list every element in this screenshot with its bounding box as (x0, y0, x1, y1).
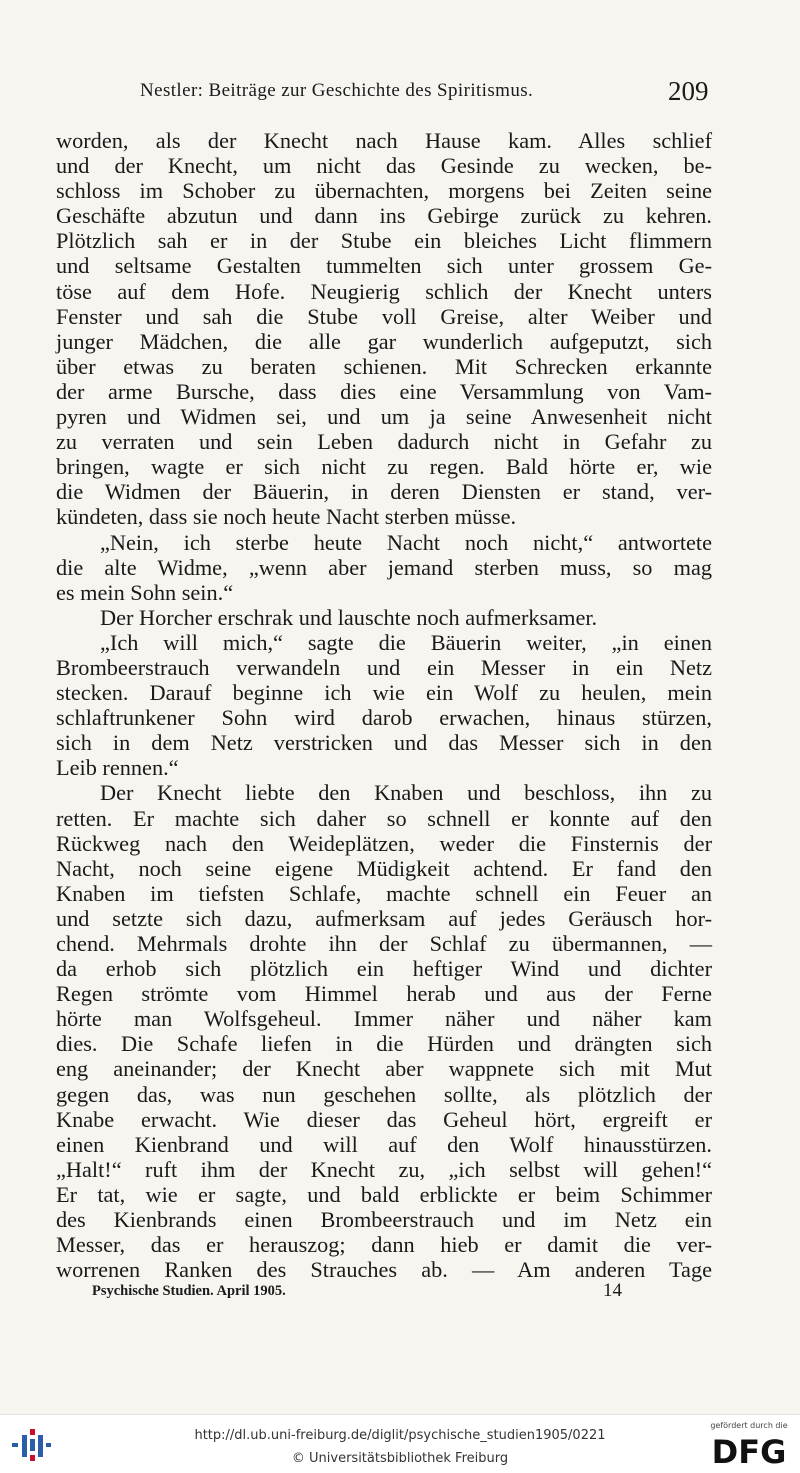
text-line: töse auf dem Hofe. Neugierig schlich der Knecht unters (56, 278, 712, 304)
text-line: die Widmen der Bäuerin, in deren Diensten er stand, ver- (56, 479, 712, 505)
text-line: da erhob sich plötzlich ein heftiger Wind und dichter (56, 956, 712, 982)
text-line: Regen strömte vom Himmel herab und aus der Ferne (56, 981, 712, 1007)
text-line: des Kienbrands einen Brombeerstrauch und im Netz ein (56, 1207, 712, 1233)
text-line: dies. Die Schafe liefen in die Hürden und drängten sich (56, 1031, 712, 1057)
text-line: eng aneinander; der Knecht aber wappnete sich mit Mut (56, 1056, 712, 1082)
text-line: Rückweg nach den Weideplätzen, weder die Finsternis der (56, 830, 712, 856)
dfg-caption: gefördert durch die (710, 1421, 788, 1430)
text-line: sich in dem Netz verstricken und das Messer sich in den (56, 730, 712, 756)
text-line: zu verraten und sein Leben dadurch nicht in Gefahr zu (56, 429, 712, 455)
text-line: chend. Mehrmals drohte ihn der Schlaf zu übermannen, — (56, 931, 712, 956)
signature-number: 14 (603, 1280, 622, 1301)
text-line: Brombeerstrauch verwandeln und ein Messer in ein Netz (56, 654, 712, 680)
text-line: „Ich will mich,“ sagte die Bäuerin weiter, „in einen (100, 629, 712, 655)
viewer-footer-bar (0, 1414, 800, 1473)
text-line: Leib rennen.“ (56, 755, 179, 781)
text-line: gegen das, was nun geschehen sollte, als plötzlich der (56, 1081, 712, 1107)
text-line: Der Horcher erschrak und lauschte noch aufmerksamer. (100, 604, 598, 630)
text-line: Plötzlich sah er in der Stube ein bleiches Licht flimmern (56, 228, 712, 254)
text-line: die alte Widme, „wenn aber jemand sterben muss, so mag (56, 554, 712, 580)
text-line: Knaben im tiefsten Schlafe, machte schnell ein Feuer an (56, 880, 712, 906)
text-line: und setzte sich dazu, aufmerksam auf jedes Geräusch hor- (56, 905, 712, 931)
dfg-logo-icon[interactable] (706, 1433, 792, 1467)
text-line: junger Mädchen, die alle gar wunderlich aufgeputzt, sich (56, 328, 712, 354)
text-line: hörte man Wolfsgeheul. Immer näher und näher kam (56, 1006, 712, 1032)
text-line: retten. Er machte sich daher so schnell er konnte auf den (56, 805, 712, 831)
signature-mark: Psychische Studien. April 1905. (92, 1283, 286, 1299)
text-line: der arme Bursche, dass dies eine Versammlung von Vam- (56, 378, 712, 404)
text-line: es mein Sohn sein.“ (56, 579, 234, 605)
text-line: kündeten, dass sie noch heute Nacht sterben müsse. (56, 504, 517, 530)
text-line: pyren und Widmen sei, und um ja seine Anwesenheit nicht (56, 404, 712, 430)
running-title: Nestler: Beiträge zur Geschichte des Spiritismus. (140, 80, 534, 101)
permalink-url[interactable]: http://dl.ub.uni-freiburg.de/diglit/psychische_studien1905/0221 (194, 1428, 606, 1443)
text-line: Der Knecht liebte den Knaben und beschloss, ihn zu (100, 780, 712, 806)
text-line: und seltsame Gestalten tummelten sich unter grossem Ge- (56, 253, 712, 279)
page-number: 209 (668, 76, 709, 106)
dfg-logo-text: DFG (711, 1433, 787, 1467)
text-line: einen Kienbrand und will auf den Wolf hinausstürzen. (56, 1131, 712, 1157)
text-line: bringen, wagte er sich nicht zu regen. Bald hörte er, wie (56, 454, 712, 480)
copyright-notice: © Universitätsbibliothek Freiburg (291, 1451, 509, 1466)
text-line: Nacht, noch seine eigene Müdigkeit achtend. Er fand den (56, 855, 712, 881)
text-line: worrenen Ranken des Strauches ab. — Am anderen Tage (56, 1257, 712, 1283)
text-line: Fenster und sah die Stube voll Greise, alter Weiber und (56, 303, 712, 329)
text-line: schloss im Schober zu übernachten, morgens bei Zeiten seine (56, 178, 712, 204)
text-line: über etwas zu beraten schienen. Mit Schrecken erkannte (56, 353, 712, 379)
text-line: Messer, das er herauszog; dann hieb er damit die ver- (56, 1232, 712, 1258)
body-text (56, 128, 712, 1282)
text-line: schlaftrunkener Sohn wird darob erwachen, hinaus stürzen, (56, 705, 712, 731)
text-line: „Nein, ich sterbe heute Nacht noch nicht,“ antwortete (100, 529, 712, 555)
text-line: Knabe erwacht. Wie dieser das Geheul hört, ergreift er (56, 1106, 712, 1132)
text-line: Er tat, wie er sagte, und bald erblickte er beim Schimmer (56, 1181, 712, 1207)
text-line: stecken. Darauf beginne ich wie ein Wolf zu heulen, mein (56, 680, 712, 706)
text-line: „Halt!“ ruft ihm der Knecht zu, „ich selbst will gehen!“ (56, 1156, 712, 1182)
text-line: worden, als der Knecht nach Hause kam. Alles schlief (56, 128, 712, 153)
text-line: Geschäfte abzutun und dann ins Gebirge zurück zu kehren. (56, 203, 712, 229)
text-line: und der Knecht, um nicht das Gesinde zu wecken, be- (56, 153, 712, 179)
